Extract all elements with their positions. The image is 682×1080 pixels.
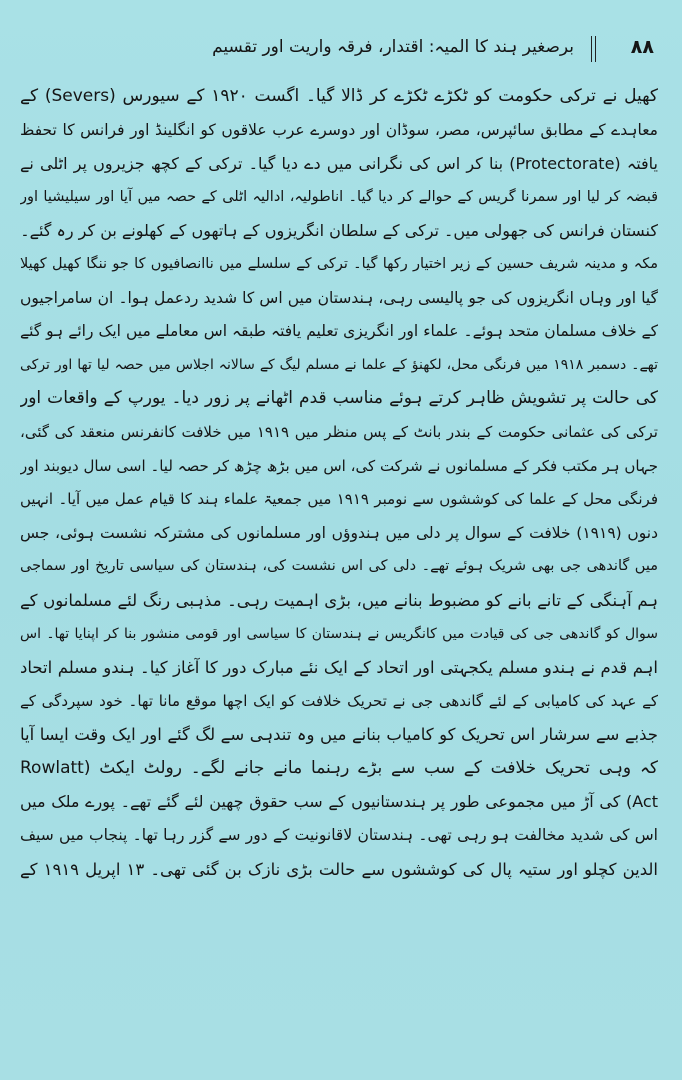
text-line: کہ وہی تحریک خلافت کے سب سے بڑے رہنما مانے جانے لگے۔ رولٹ ایکٹ (Rowlatt bbox=[20, 757, 658, 778]
text-line: معاہدے کے مطابق سائپرس، مصر، سوڈان اور دوسرے عرب علاقوں کو انگلینڈ اور فرانس کا تحفظ bbox=[20, 120, 658, 139]
text-line: قبضہ کر لیا اور سمرنا گریس کے حوالے کر دیا گیا۔ اناطولیہ، ادالیہ اٹلی کے حصہ میں آیا اور سیلیشیا اور bbox=[20, 188, 658, 205]
text-line: دنوں (۱۹۱۹) خلافت کے سوال پر دلی میں ہندوؤں اور مسلمانوں کی مشترکہ نشست ہوئی، جس bbox=[20, 523, 658, 542]
text-line: کنستان فرانس کی جھولی میں۔ ترکی کے سلطان انگریزوں کے ہاتھوں کے کھلونے بن کر رہ گئے۔ bbox=[20, 221, 658, 241]
body-text bbox=[20, 80, 658, 886]
text-line: سوال کو گاندھی جی کی قیادت میں کانگریس نے ہندستان کا سیاسی اور قومی منشور بنا کر اپنایا تھا۔ اس bbox=[20, 625, 658, 642]
text-line: اہم قدم نے ہندو مسلم یکجہتی اور اتحاد کے ایک نئے مبارک دور کا آغاز کیا۔ ہندو مسلم اتحاد bbox=[20, 658, 658, 678]
page-number: ٨٨ bbox=[630, 36, 654, 58]
page-header bbox=[0, 30, 682, 70]
text-line: جہاں ہر مکتب فکر کے مسلمانوں نے شرکت کی، اس میں بڑھ چڑھ کر حصہ لیا۔ اسی سال دیوبند اور bbox=[20, 456, 658, 475]
text-line: ہم آہنگی کے تانے بانے کو مضبوط بنانے میں، بڑی اہمیت رہی۔ مذہبی رنگ لئے مسلمانوں کے bbox=[20, 590, 658, 610]
header-divider bbox=[591, 36, 596, 62]
text-line: کے خلاف مسلمان متحد ہوئے۔ علماء اور انگریزی تعلیم یافتہ طبقہ اس معاملے میں ایک رائے ہو گئے bbox=[20, 322, 658, 341]
text-line: تھے۔ دسمبر ۱۹۱۸ میں فرنگی محل، لکھنؤ کے علما نے مسلم لیگ کے سالانہ اجلاس میں حصہ لیا تھا اور ترکی bbox=[20, 356, 658, 373]
text-line: مکہ و مدینہ شریف حسین کے زیر اختیار رکھا گیا۔ ترکی کے سلسلے میں ناانصافیوں کا جو ننگا کھیل کھیلا bbox=[20, 255, 658, 272]
running-title: برصغیر ہند کا المیہ: اقتدار، فرقہ واریت اور تقسیم bbox=[212, 37, 574, 57]
text-line: کی حالت پر تشویش ظاہر کرتے ہوئے مناسب قدم اٹھانے پر زور دیا۔ یورپ کے واقعات اور bbox=[20, 388, 658, 409]
text-line: الدین کچلو اور ستیہ پال کی کوششوں سے حالت بڑی نازک بن گئی تھی۔ ۱۳ اپریل ۱۹۱۹ کے bbox=[20, 859, 658, 879]
text-line: جذبے سے سرشار اس تحریک کو کامیاب بنانے میں وہ تندہی سے لگ گئے اور ایک وقت ایسا آیا bbox=[20, 725, 658, 745]
text-line: Act) کی آڑ میں مجموعی طور پر ہندستانیوں کے سب حقوق چھین لئے گئے تھے۔ پورے ملک میں bbox=[20, 792, 658, 812]
text-line: میں گاندھی جی بھی شریک ہوئے تھے۔ دلی کی اس نشست کی، ہندستان کی سیاسی تاریخ اور سماجی bbox=[20, 558, 658, 575]
text-line: فرنگی محل کے علما کی کوششوں سے نومبر ۱۹۱۹ میں جمعیۃ علماء ہند کا قیام عمل میں آیا۔ انہیں bbox=[20, 490, 658, 509]
text-line: ترکی کی عثمانی حکومت کے بندر بانٹ کے پس منظر میں ۱۹۱۹ میں خلافت کانفرنس منعقد کی گئی، bbox=[20, 422, 658, 441]
text-line: کھیل نے ترکی حکومت کو ٹکڑے ٹکڑے کر ڈالا گیا۔ اگست ۱۹۲۰ کے سیورس (Severs) کے bbox=[20, 86, 658, 106]
text-line: کے عہد کی کامیابی کے لئے گاندھی جی نے تحریک خلافت کو ایک اچھا موقع مانا تھا۔ خود سپردگی کے bbox=[20, 691, 658, 710]
text-line: گیا اور وہاں انگریزوں کی جو پالیسی رہی، ہندستان میں اس کا شدید ردعمل ہوا۔ ان سامراجیوں bbox=[20, 288, 658, 307]
text-line: اس کی شدید مخالفت ہو رہی تھی۔ ہندستان لاقانونیت کے دور سے گزر رہا تھا۔ پنجاب میں سیف bbox=[20, 826, 658, 845]
text-line: یافتہ (Protectorate) بنا کر اس کی نگرانی میں دے دیا گیا۔ ترکی کے کچھ جزیروں پر اٹلی نے bbox=[20, 154, 658, 174]
